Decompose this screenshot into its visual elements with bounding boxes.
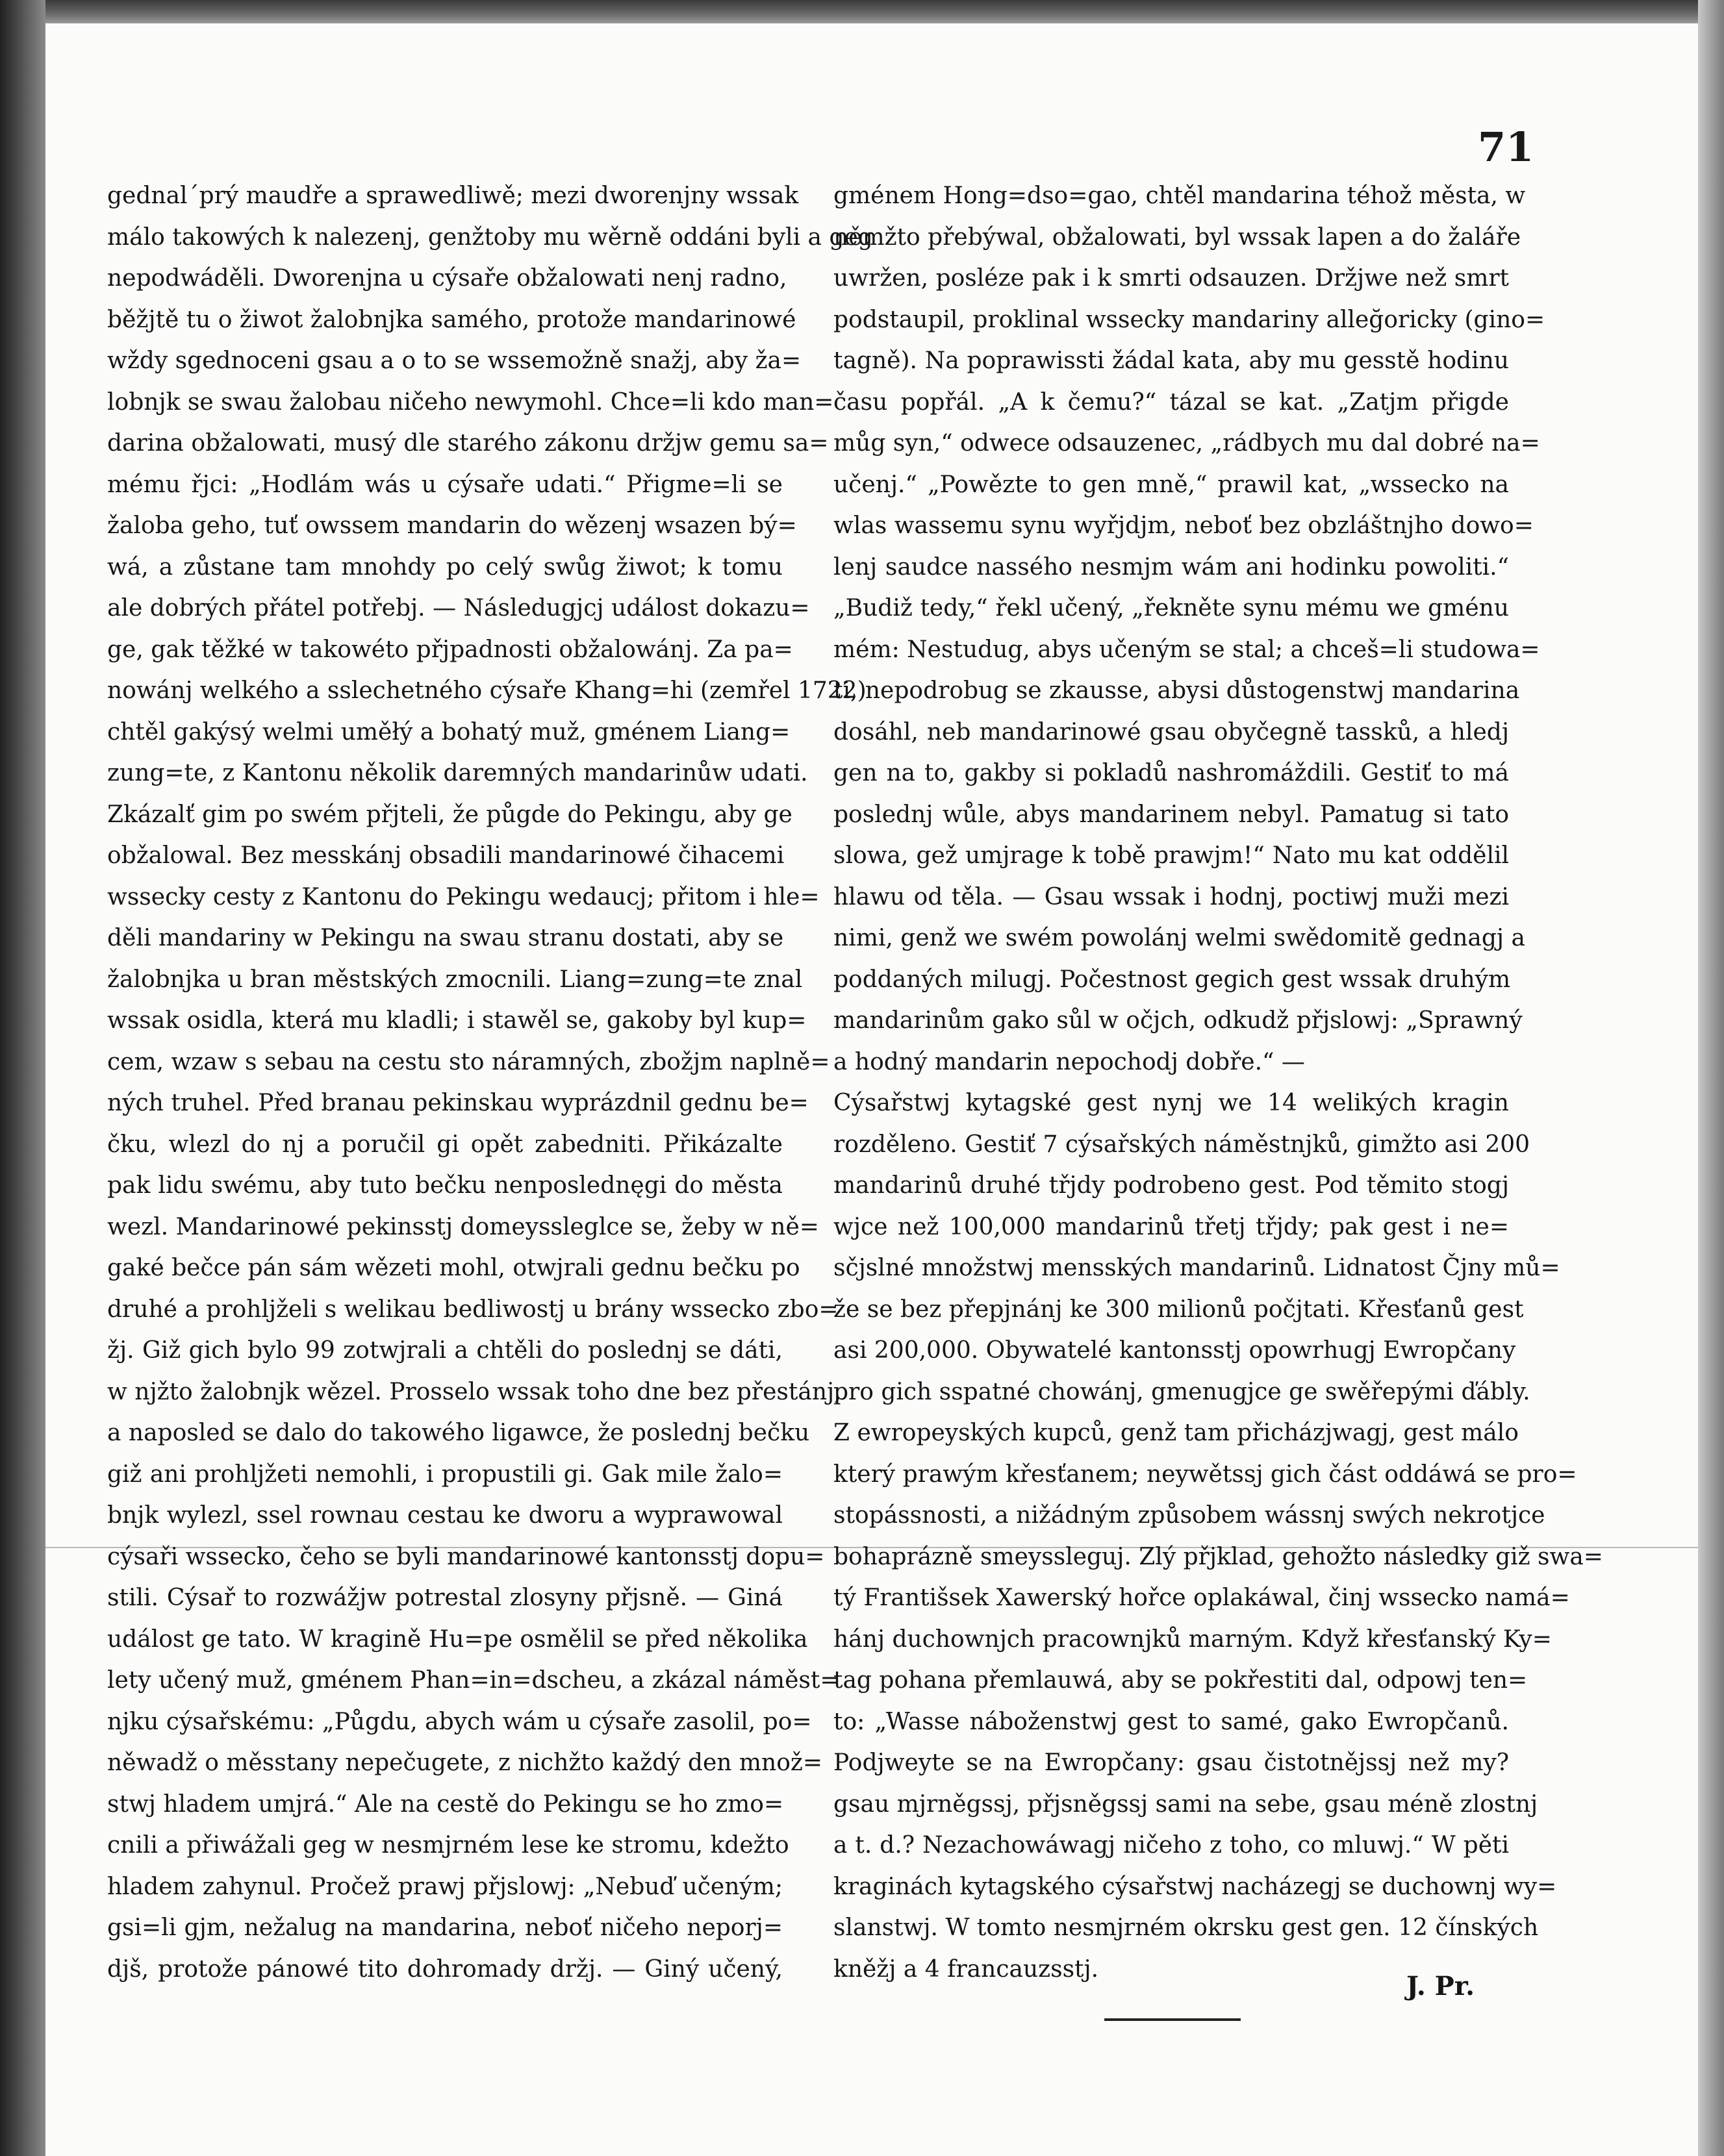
- text-line: cnili a přiwážali geg w nesmjrném lese ke stromu, kdežto: [107, 1832, 789, 1859]
- text-line: nimi, genž we swém powolánj welmi swědomitě gednagj a: [833, 925, 1525, 951]
- text-line: Podjweyte se na Ewropčany: gsau čistotnějssj než my?: [833, 1749, 1509, 1776]
- right-text-column: [833, 175, 1603, 1990]
- text-line: ných truhel. Před branau pekinskau wyprázdnil gednu be=: [107, 1090, 809, 1116]
- text-line: něwadž o měsstany nepečugete, z nichžto každý den množ=: [107, 1749, 823, 1776]
- text-line: ge, gak těžké w takowéto přjpadnosti obžalowánj. Za pa=: [107, 636, 793, 663]
- text-line: nowánj welkého a sslechetného cýsaře Khang=hi (zemřel 1722): [107, 677, 867, 704]
- text-line: njku cýsařskému: „Půgdu, abych wám u cýsaře zasolil, po=: [107, 1708, 812, 1735]
- text-line: Cýsařstwj kytagské gest nynj we 14 welikých kragin: [833, 1090, 1509, 1116]
- text-line: Z ewropeyských kupců, genž tam přicházjwagj, gest málo: [833, 1420, 1519, 1446]
- text-line: nepodwáděli. Dworenjna u cýsaře obžalowati nenj radno,: [107, 265, 787, 292]
- text-line: asi 200,000. Obywatelé kantonsstj opowrhugj Ewropčany: [833, 1337, 1516, 1364]
- text-line: gsi=li gjm, nežalug na mandarina, neboť ničeho neporj=: [107, 1914, 783, 1941]
- text-line: to: „Wasse náboženstwj gest to samé, gako Ewropčanů.: [833, 1708, 1509, 1735]
- text-line: rozděleno. Gestiť 7 cýsařských náměstnjků, gimžto asi 200: [833, 1131, 1530, 1158]
- text-line: hánj duchownjch pracownjků marným. Když křesťanský Ky=: [833, 1625, 1552, 1653]
- text-line: gen na to, gakby si pokladů nashromáždili. Gestiť to má: [833, 760, 1509, 786]
- text-line: kněžj a 4 francauzsstj.: [833, 1955, 1099, 1983]
- text-line: w njžto žalobnjk wězel. Prosselo wssak toho dne bez přestánj,: [107, 1378, 842, 1405]
- text-line: stili. Cýsař to rozwážjw potrestal zlosyny přjsně. — Giná: [107, 1585, 783, 1611]
- text-line: času popřál. „A k čemu?“ tázal se kat. „Zatjm přigde: [833, 388, 1509, 416]
- text-line: podstaupil, proklinal wssecky mandariny alleğoricky (gino=: [833, 306, 1545, 333]
- text-line: zung=te, z Kantonu několik daremných mandarinůw udati.: [107, 760, 808, 786]
- text-line: kraginách kytagského cýsařstwj nacházegj se duchownj wy=: [833, 1873, 1557, 1900]
- text-line: a naposled se dalo do takowého ligawce, že poslednj bečku: [107, 1420, 810, 1446]
- text-line: wezl. Mandarinowé pekinsstj domeyssleglce se, žeby w ně=: [107, 1213, 819, 1240]
- text-line: mém: Nestudug, abys učeným se stal; a chceš=li studowa=: [833, 636, 1540, 663]
- author-signature: J. Pr.: [1406, 1971, 1475, 2001]
- text-line: tagně). Na poprawissti žádal kata, aby mu gesstě hodinu: [833, 347, 1509, 374]
- text-line: wssak osidla, která mu kladli; i stawěl se, gakoby byl kup=: [107, 1007, 807, 1034]
- end-rule-divider: [1104, 2018, 1241, 2021]
- text-line: djš, protože pánowé tito dohromady držj. — Giný učený,: [107, 1955, 783, 1983]
- text-line: stwj hladem umjrá.“ Ale na cestě do Pekingu se ho zmo=: [107, 1790, 784, 1818]
- text-line: gménem Hong=dso=gao, chtěl mandarina téhož města, w: [833, 182, 1526, 209]
- text-line: žj. Giž gich bylo 99 zotwjrali a chtěli do poslednj se dáti,: [107, 1337, 783, 1364]
- text-line: tý Františsek Xawerský hořce oplakáwal, činj wssecko namá=: [833, 1585, 1570, 1611]
- text-line: žalobnjka u bran městských zmocnili. Liang=zung=te znal: [107, 966, 803, 993]
- text-line: „Budiž tedy,“ řekl učený, „řekněte synu mému we gménu: [833, 595, 1509, 621]
- text-line: wždy sgednoceni gsau a o to se wssemožně snažj, aby ža=: [107, 347, 802, 374]
- text-line: lobnjk se swau žalobau ničeho newymohl. Chce=li kdo man=: [107, 388, 834, 416]
- text-line: mandarinů druhé třjdy podrobeno gest. Pod těmito stogj: [833, 1172, 1509, 1199]
- scan-left-edge: [0, 0, 45, 2156]
- text-line: slanstwj. W tomto nesmjrném okrsku gest gen. 12 čínských: [833, 1914, 1539, 1941]
- text-line: dosáhl, neb mandarinowé gsau obyčegně tassků, a hledj: [833, 718, 1509, 746]
- text-line: můg syn,“ odwece odsauzenec, „rádbych mu dal dobré na=: [833, 430, 1540, 457]
- text-line: pak lidu swému, aby tuto bečku nenposlednęgi do města: [107, 1172, 783, 1199]
- page-number: 71: [1478, 123, 1534, 171]
- text-line: událost ge tato. W kragině Hu=pe osmělil se před několika: [107, 1625, 808, 1653]
- text-line: žaloba geho, tuť owssem mandarin do wězenj wsazen bý=: [107, 512, 797, 539]
- text-line: Zkázalť gim po swém přjteli, že půgde do Pekingu, aby ge: [107, 801, 792, 828]
- text-line: poslednj wůle, abys mandarinem nebyl. Pamatug si tato: [833, 801, 1509, 828]
- text-line: který prawým křesťanem; neywětssj gich část oddáwá se pro=: [833, 1460, 1577, 1488]
- text-line: ale dobrých přátel potřebj. — Následugjcj událost dokazu=: [107, 595, 810, 621]
- text-line: ti, nepodrobug se zkausse, abysi důstogenstwj mandarina: [833, 677, 1520, 704]
- left-text-column: [107, 175, 873, 1990]
- text-line: že se bez přepjnánj ke 300 milionů počjtati. Křesťanů gest: [833, 1296, 1524, 1323]
- text-line: chtěl gakýsý welmi uměłý a bohatý muž, gménem Liang=: [107, 718, 791, 746]
- text-line: a t. d.? Nezachowáwagj ničeho z toho, co mluwj.“ W pěti: [833, 1832, 1509, 1859]
- text-line: hlawu od těla. — Gsau wssak i hodnj, poctiwj muži mezi: [833, 883, 1509, 910]
- text-line: tag pohana přemlauwá, aby se pokřestiti dal, odpowj ten=: [833, 1667, 1528, 1694]
- text-line: lenj saudce nassého nesmjm wám ani hodinku powoliti.“: [833, 553, 1509, 581]
- text-line: uwržen, posléze pak i k smrti odsauzen. Držjwe než smrt: [833, 265, 1509, 292]
- text-line: málo takowých k nalezenj, genžtoby mu wěrně oddáni byli a geg: [107, 223, 873, 251]
- text-line: gednal´prý maudře a sprawedliwě; mezi dworenjny wssak: [107, 182, 799, 209]
- text-line: němžto přebýwal, obžalowati, byl wssak lapen a do žaláře: [833, 223, 1521, 251]
- text-line: giž ani prohljžeti nemohli, i propustili gi. Gak mile žalo=: [107, 1460, 783, 1488]
- text-line: běžjtě tu o žiwot žalobnjka samého, protože mandarinowé: [107, 306, 796, 333]
- text-line: učenj.“ „Powězte to gen mně,“ prawil kat, „wssecko na: [833, 471, 1509, 498]
- text-line: čku, wlezl do nj a poručil gi opět zabedniti. Přikázalte: [107, 1131, 783, 1158]
- text-line: cem, wzaw s sebau na cestu sto náramných, zbožjm naplně=: [107, 1048, 830, 1075]
- text-line: wjce než 100,000 mandarinů třetj třjdy; pak gest i ne=: [833, 1213, 1509, 1240]
- text-line: slowa, gež umjrage k tobě prawjm!“ Nato mu kat oddělil: [833, 842, 1509, 869]
- text-line: wá, a zůstane tam mnohdy po celý swůg žiwot; k tomu: [107, 553, 783, 581]
- text-line: pro gich sspatné chowánj, gmenugjce ge swěřepými ďábly.: [833, 1378, 1530, 1405]
- text-line: mému řjci: „Hodlám wás u cýsaře udati.“ Přigme=li se: [107, 471, 783, 498]
- text-line: bohaprázně smeyssleguj. Zlý přjklad, gehožto následky giž swa=: [833, 1543, 1603, 1570]
- text-line: gsau mjrněgssj, přjsněgssj sami na sebe, gsau méně zlostnj: [833, 1790, 1538, 1818]
- text-line: druhé a prohljželi s welikau bedliwostj u brány wssecko zbo=: [107, 1296, 839, 1323]
- text-line: cýsaři wssecko, čeho se byli mandarinowé kantonsstj dopu=: [107, 1543, 825, 1570]
- scan-top-edge: [0, 0, 1724, 23]
- text-line: děli mandariny w Pekingu na swau stranu dostati, aby se: [107, 925, 784, 951]
- text-line: obžalowal. Bez messkánj obsadili mandarinowé čihacemi: [107, 842, 785, 869]
- scan-right-edge: [1698, 0, 1724, 2156]
- text-line: lety učený muž, gménem Phan=in=dscheu, a zkázal náměst=: [107, 1667, 840, 1694]
- text-line: gaké bečce pán sám wězeti mohl, otwjrali gednu bečku po: [107, 1255, 800, 1281]
- text-line: wlas wassemu synu wyřjdjm, neboť bez obzláštnjho dowo=: [833, 512, 1534, 539]
- text-line: bnjk wylezl, ssel rownau cestau ke dworu a wyprawowal: [107, 1502, 783, 1529]
- text-line: wssecky cesty z Kantonu do Pekingu wedaucj; přitom i hle=: [107, 883, 820, 910]
- text-line: a hodný mandarin nepochodj dobře.“ —: [833, 1048, 1305, 1075]
- text-line: mandarinům gako sůl w očjch, odkudž přjslowj: „Sprawný: [833, 1007, 1523, 1034]
- text-line: poddaných milugj. Počestnost gegich gest wssak druhým: [833, 966, 1511, 993]
- text-line: darina obžalowati, musý dle starého zákonu držjw gemu sa=: [107, 430, 829, 457]
- text-line: hladem zahynul. Pročež prawj přjslowj: „Nebuď učeným;: [107, 1873, 783, 1900]
- text-line: stopássnosti, a nižádným způsobem wássnj swých nekrotjce: [833, 1502, 1545, 1529]
- text-line: sčjslné množstwj mensských mandarinů. Lidnatost Čjny mů=: [833, 1255, 1560, 1281]
